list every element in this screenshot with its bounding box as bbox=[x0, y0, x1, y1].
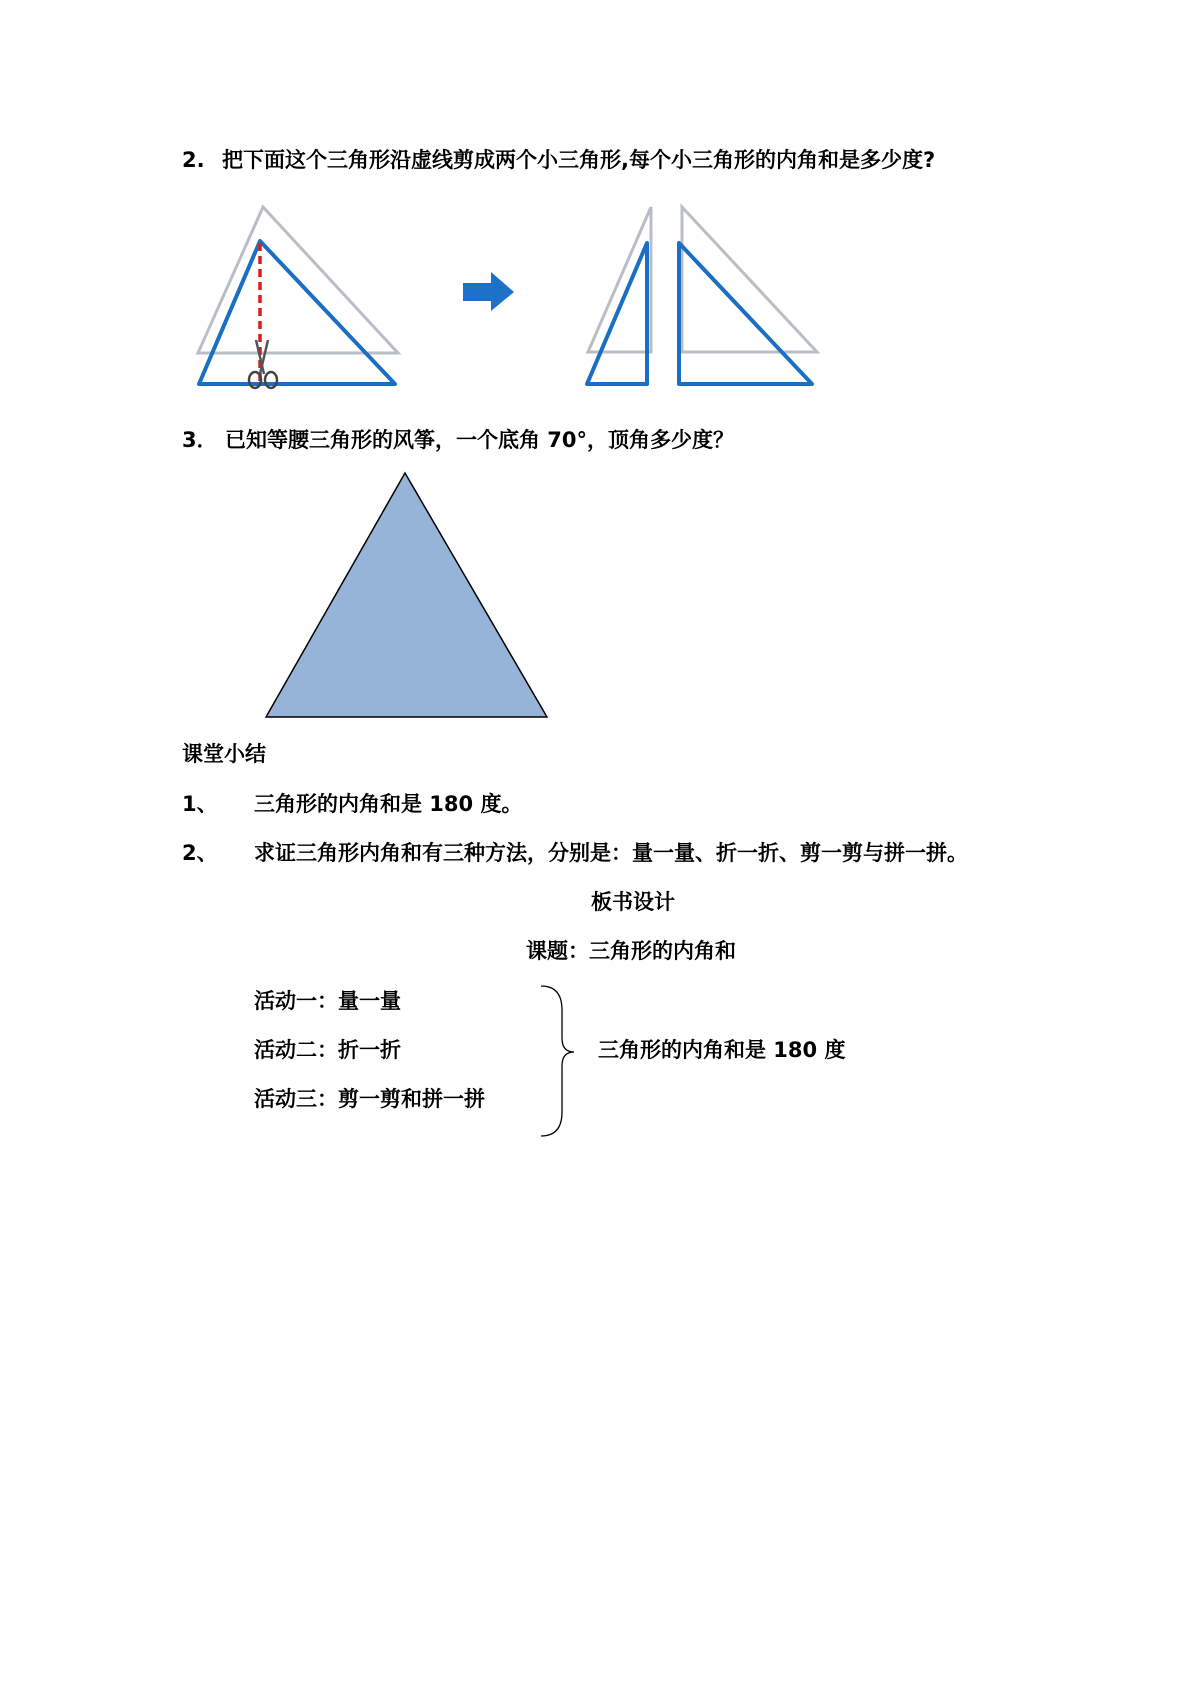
summary-item-1-number: 1、 bbox=[182, 792, 218, 816]
board-activity-1: 活动一：量一量 bbox=[254, 989, 401, 1013]
board-activity-3: 活动三：剪一剪和拼一拼 bbox=[254, 1087, 485, 1111]
scissors-icon bbox=[249, 340, 277, 388]
question-2-number: 2. bbox=[182, 148, 205, 172]
summary-heading: 课堂小结 bbox=[182, 742, 266, 766]
left-piece-shadow bbox=[588, 207, 651, 352]
summary-item-2-number: 2、 bbox=[182, 841, 218, 865]
right-piece bbox=[679, 243, 812, 384]
question-2-text: 把下面这个三角形沿虚线剪成两个小三角形,每个小三角形的内角和是多少度? bbox=[222, 148, 936, 172]
arrow-right-icon bbox=[463, 272, 514, 311]
question-3-number: 3． bbox=[182, 428, 218, 452]
board-topic: 课题：三角形的内角和 bbox=[526, 939, 736, 963]
board-conclusion: 三角形的内角和是 180 度 bbox=[598, 1038, 846, 1062]
summary-item-2-text: 求证三角形内角和有三种方法，分别是：量一量、折一折、剪一剪与拼一拼。 bbox=[254, 841, 968, 865]
kite-triangle bbox=[266, 473, 547, 717]
left-piece bbox=[587, 243, 647, 384]
board-heading: 板书设计 bbox=[591, 890, 675, 914]
right-piece-shadow bbox=[682, 207, 817, 352]
summary-item-1-text: 三角形的内角和是 180 度。 bbox=[254, 792, 523, 816]
original-triangle-shadow bbox=[198, 207, 398, 353]
board-brace bbox=[541, 986, 574, 1136]
question-3-text: 已知等腰三角形的风筝，一个底角 70°，顶角多少度？ bbox=[225, 428, 735, 452]
board-activity-2: 活动二：折一折 bbox=[254, 1038, 401, 1062]
original-triangle bbox=[199, 241, 395, 384]
